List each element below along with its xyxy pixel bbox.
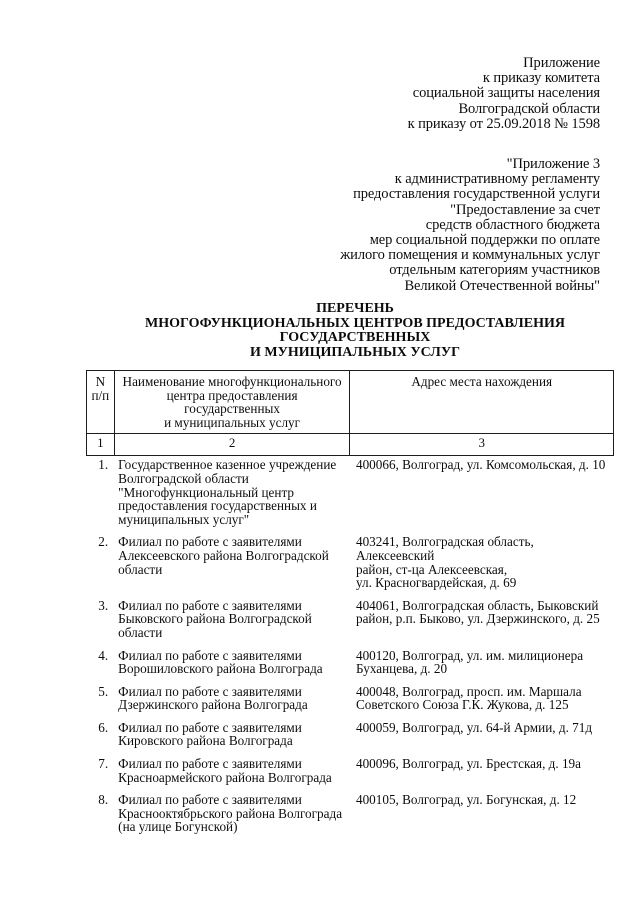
row-center-name: Филиал по работе с заявителями Дзержинского района Волгограда: [118, 683, 308, 713]
table-header-row: [87, 371, 614, 434]
document-title: [120, 302, 590, 360]
appendix-line: к приказу от 25.09.2018 № 1598: [407, 115, 600, 132]
row-address: 400096, Волгоград, ул. Брестская, д. 19а: [355, 756, 582, 772]
table-row: [87, 599, 614, 640]
row-number: 8.: [98, 792, 109, 808]
appendix3-line: Великой Отечественной войны": [404, 277, 600, 294]
row-address: 400059, Волгоград, ул. 64-й Армии, д. 71д: [355, 719, 593, 735]
row-address: 400048, Волгоград, просп. им. Маршала Советского Союза Г.К. Жукова, д. 125: [355, 683, 582, 713]
appendix3-line: жилого помещения и коммунальных услуг: [340, 247, 600, 264]
appendix3-line: средств областного бюджета: [425, 216, 600, 233]
row-number: 7.: [98, 756, 109, 772]
row-number: 2.: [98, 534, 109, 550]
row-number: 3.: [98, 597, 109, 613]
appendix-header: [408, 56, 600, 132]
row-center-name: Филиал по работе с заявителями Быковского района Волгоградской области: [118, 597, 312, 640]
row-center-name: Филиал по работе с заявителями Алексеевского района Волгоградской области: [118, 534, 329, 577]
table-row: [87, 649, 614, 676]
appendix3-line: мер социальной поддержки по оплате: [369, 232, 600, 249]
column-index: 1: [87, 434, 115, 456]
row-address: 404061, Волгоградская область, Быковский район, р.п. Быково, ул. Дзержинского, д. 25: [355, 597, 600, 627]
table-body: [87, 458, 614, 834]
row-center-name: Государственное казенное учреждение Волгоградской области "Многофункциональный центр предоставления государственных и муниципальных услуг": [118, 457, 337, 527]
appendix-line: к приказу комитета: [482, 70, 600, 87]
appendix3-line: отдельным категориям участников: [389, 262, 600, 279]
table-row: [87, 757, 614, 784]
row-address: 400120, Волгоград, ул. им. милиционера Буханцева, д. 20: [355, 647, 584, 677]
title-line: ГОСУДАРСТВЕННЫХ: [279, 330, 431, 345]
row-number: 1.: [98, 457, 109, 473]
table-row: [87, 793, 614, 834]
appendix3-header: [340, 157, 600, 294]
header-center-name: Наименование многофункционального центра предоставления государственных и муниципальных услуг: [114, 371, 350, 434]
column-index: 2: [114, 434, 350, 456]
row-address: 400066, Волгоград, ул. Комсомольская, д. 10: [355, 457, 606, 473]
row-address: 400105, Волгоград, ул. Богунская, д. 12: [355, 792, 577, 808]
mfc-table: [86, 370, 614, 834]
header-number: N п/п: [87, 371, 115, 434]
table-row: [87, 458, 614, 526]
appendix-line: Приложение: [523, 55, 600, 71]
table-row: [87, 721, 614, 748]
row-number: 6.: [98, 719, 109, 735]
appendix3-line: к административному регламенту: [394, 171, 600, 188]
appendix3-line: предоставления государственной услуги: [353, 186, 600, 203]
title-line: МНОГОФУНКЦИОНАЛЬНЫХ ЦЕНТРОВ ПРЕДОСТАВЛЕНИЯ: [145, 315, 565, 331]
row-center-name: Филиал по работе с заявителями Красноармейского района Волгограда: [118, 756, 332, 785]
row-number: 5.: [98, 683, 109, 699]
table-row: [87, 685, 614, 712]
row-center-name: Филиал по работе с заявителями Ворошиловского района Волгограда: [118, 647, 323, 677]
row-center-name: Филиал по работе с заявителями Краснооктябрьского района Волгограда (на улице Богунской): [118, 792, 343, 835]
row-center-name: Филиал по работе с заявителями Кировского района Волгограда: [118, 719, 302, 749]
column-index-row: [87, 434, 614, 456]
row-number: 4.: [98, 647, 109, 663]
appendix3-line: "Предоставление за счет: [450, 201, 600, 218]
title-line: И МУНИЦИПАЛЬНЫХ УСЛУГ: [249, 344, 461, 360]
table-row: [87, 535, 614, 589]
appendix-line: социальной защиты населения: [412, 85, 600, 102]
row-address: 403241, Волгоградская область, Алексеевский район, ст-ца Алексеевская, ул. Красногвардейская, д. 69: [355, 534, 534, 591]
column-index: 3: [350, 434, 614, 456]
header-address: Адрес места нахождения: [350, 371, 614, 434]
appendix3-line: "Приложение 3: [506, 156, 600, 172]
title-line: ПЕРЕЧЕНЬ: [316, 301, 394, 316]
appendix-line: Волгоградской области: [458, 100, 600, 117]
